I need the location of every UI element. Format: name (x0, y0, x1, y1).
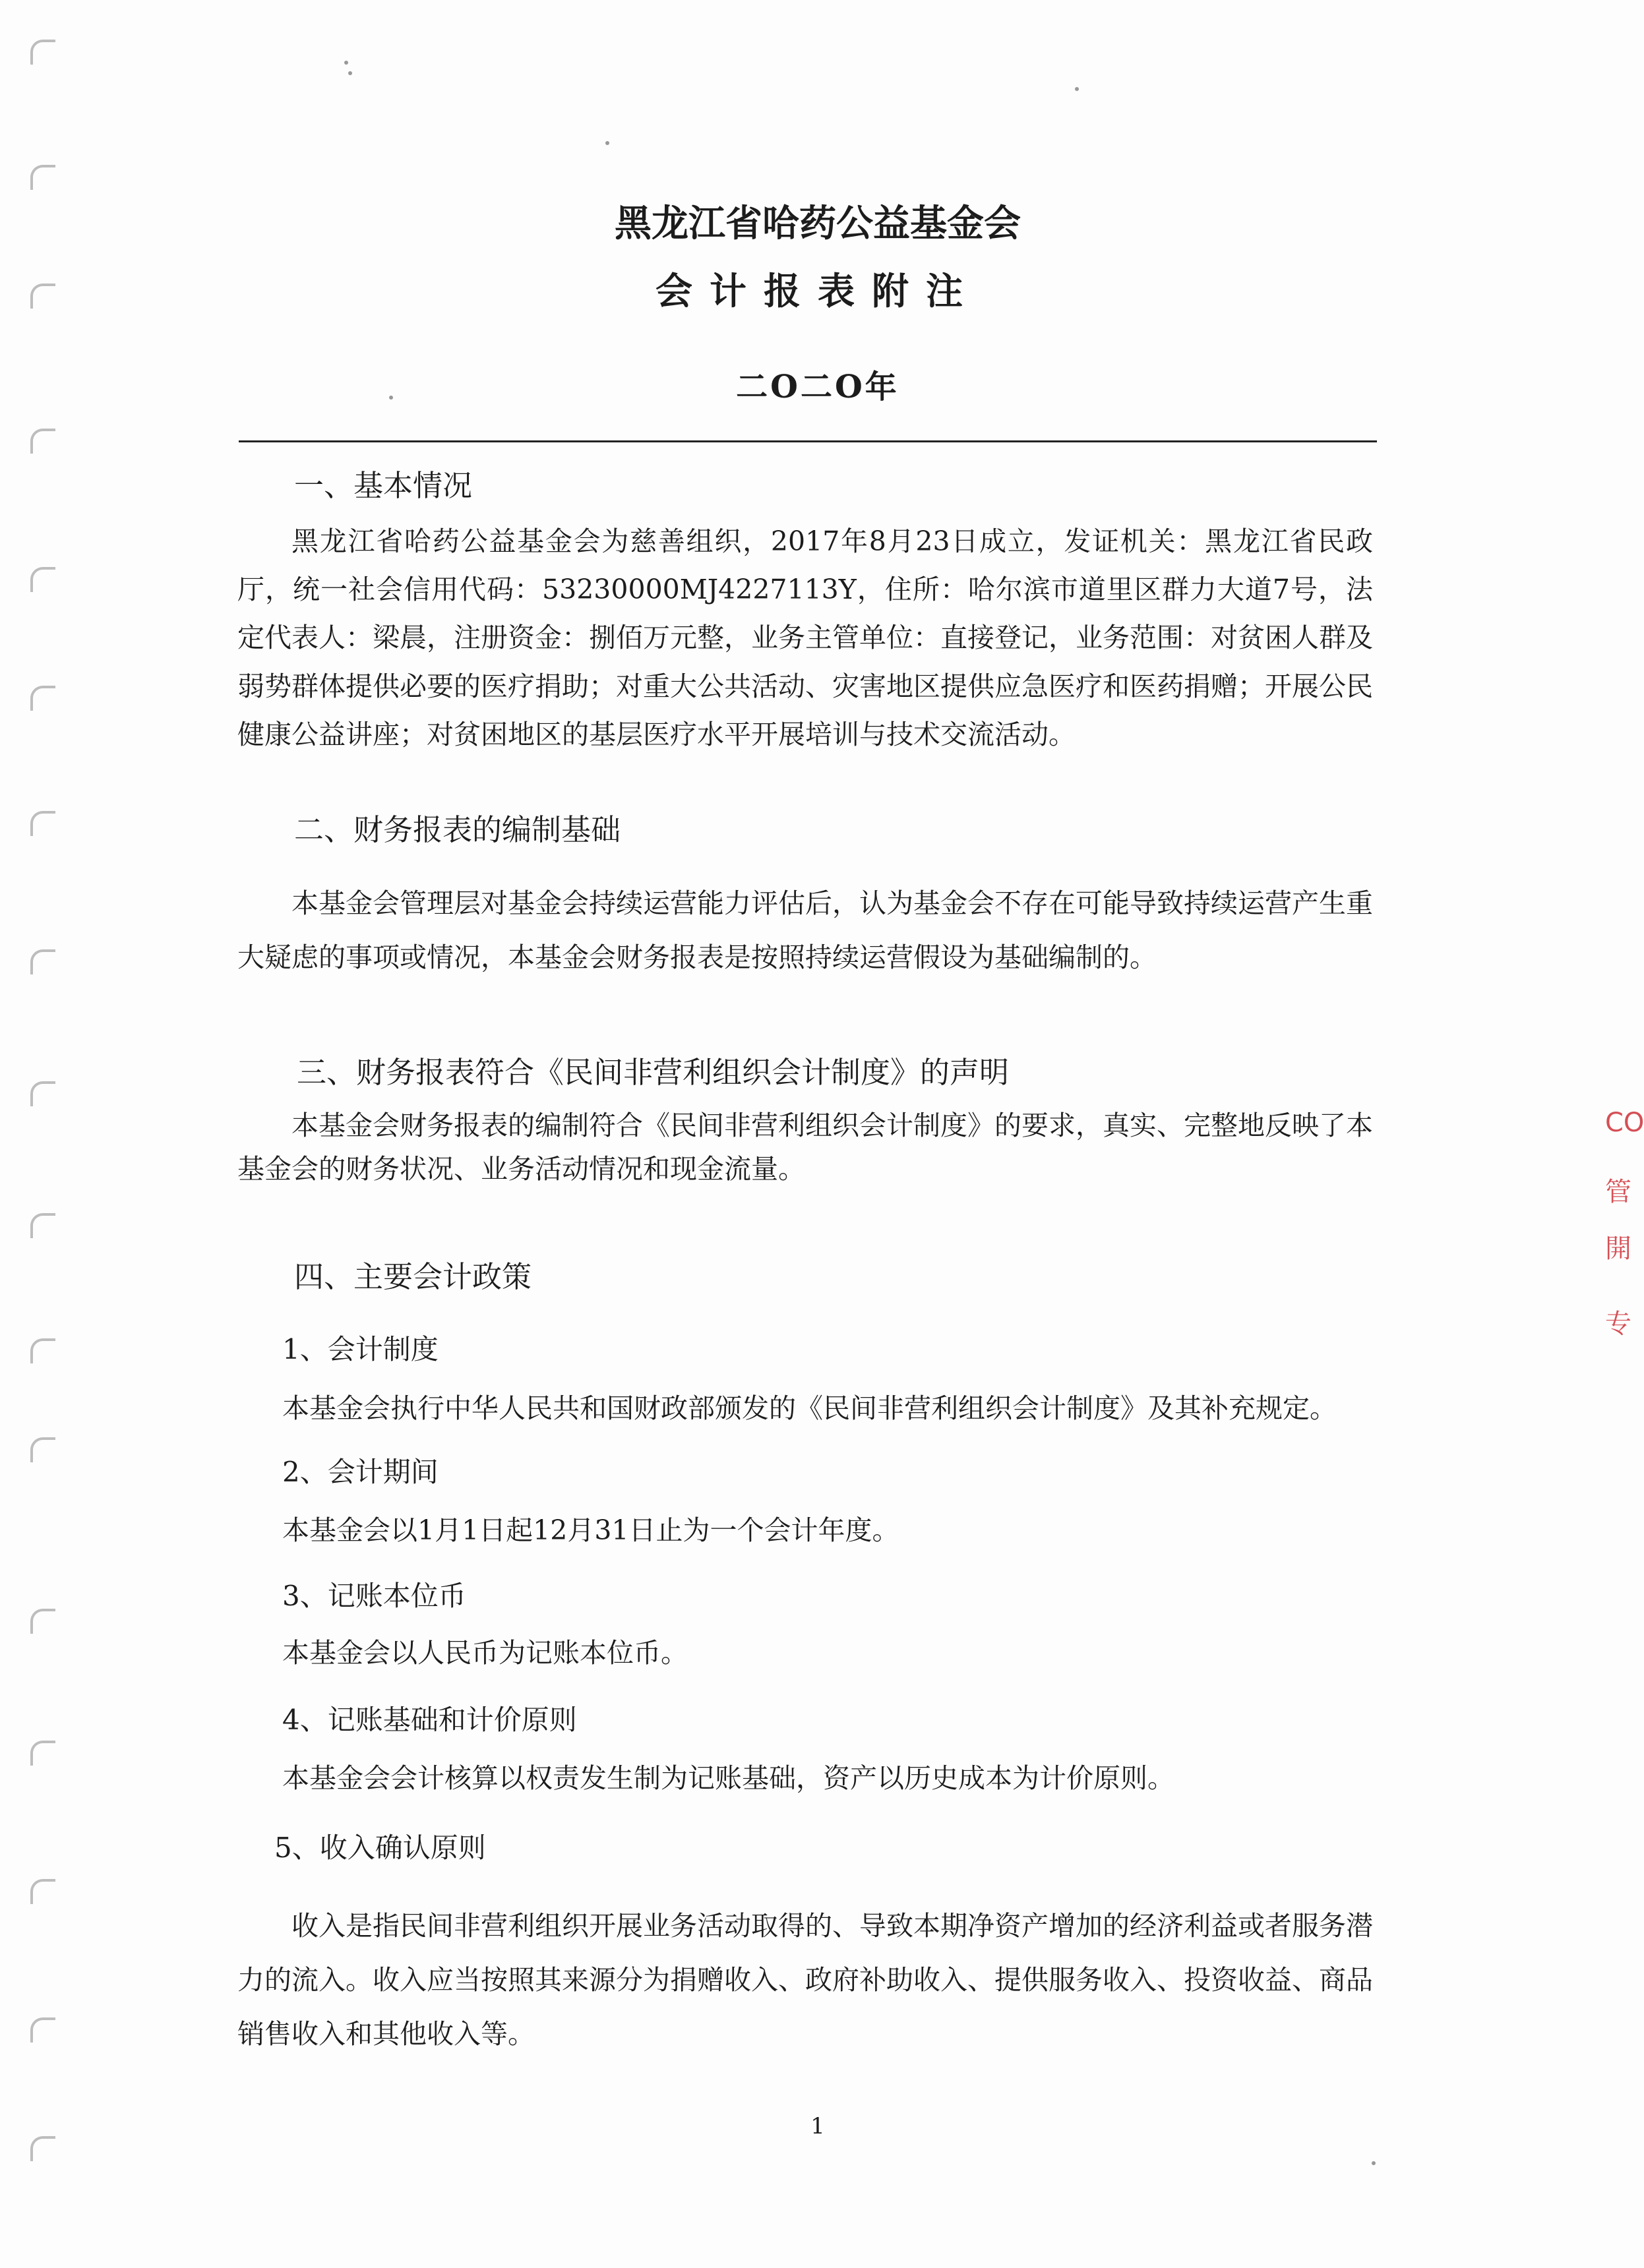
scan-speck (344, 61, 348, 65)
punch-hole (30, 429, 55, 454)
punch-hole (30, 2136, 55, 2161)
punch-hole (30, 949, 55, 974)
page-number: 1 (810, 2113, 825, 2139)
punch-hole (30, 165, 55, 190)
seal-fragment-text: 開 (1605, 1234, 1631, 1264)
policy-heading-revenue-recognition: 5、收入确认原则 (274, 1832, 486, 1864)
scan-speck (1372, 2161, 1376, 2165)
policy-heading-functional-currency: 3、记账本位币 (282, 1580, 466, 1612)
seal-fragment-text: 专 (1605, 1309, 1631, 1339)
red-seal-fragment (1601, 1108, 1644, 1358)
policy-text-measurement-basis: 本基金会会计核算以权责发生制为记账基础，资产以历史成本为计价原则。 (282, 1762, 1174, 1794)
policy-text-functional-currency: 本基金会以人民币为记账本位币。 (282, 1637, 688, 1669)
section-heading-compliance: 三、财务报表符合《民间非营利组织会计制度》的声明 (297, 1055, 1010, 1090)
punch-hole (30, 1741, 55, 1766)
policy-heading-accounting-period: 2、会计期间 (282, 1456, 439, 1488)
punch-hole (30, 567, 55, 592)
section-heading-preparation-basis: 二、财务报表的编制基础 (294, 812, 621, 847)
header-rule (239, 440, 1377, 442)
preparation-basis-paragraph: 本基金会管理层对基金会持续运营能力评估后，认为基金会不存在可能导致持续运营产生重大疑虑的事项或情况，本基金会财务报表是按照持续运营假设为基础编制的。 (237, 887, 1373, 973)
document-subtitle: 会计报表附注 (655, 270, 980, 313)
punch-hole (30, 1338, 55, 1363)
scan-speck (1075, 87, 1079, 91)
punch-hole (30, 1081, 55, 1106)
punch-hole (30, 1879, 55, 1904)
policy-text-accounting-system: 本基金会执行中华人民共和国财政部颁发的《民间非营利组织会计制度》及其补充规定。 (282, 1392, 1337, 1424)
punch-hole (30, 40, 55, 65)
basic-info-paragraph: 黑龙江省哈药公益基金会为慈善组织，2017年8月23日成立，发证机关：黑龙江省民政厅，统一社会信用代码：53230000MJ4227113Y，住所：哈尔滨市道里区群力大道7号，法定代表人：梁晨，注册资金：捌佰万元整，业务主管单位：直接登记，业务范围：对贫困人群及弱势群体提供必要的医疗捐助；对重大公共活动、灾害地区提供应急医疗和医药捐赠；开展公民健康公益讲座；对贫困地区的基层医疗水平开展培训与技术交流活动。 (237, 525, 1373, 750)
punch-hole (30, 1437, 55, 1462)
revenue-recognition-paragraph: 收入是指民间非营利组织开展业务活动取得的、导致本期净资产增加的经济利益或者服务潜力的流入。收入应当按照其来源分为捐赠收入、政府补助收入、提供服务收入、投资收益、商品销售收入和其他收入等。 (237, 1910, 1373, 2050)
document-title: 黑龙江省哈药公益基金会 (615, 202, 1021, 245)
policy-text-accounting-period: 本基金会以1月1日起12月31日止为一个会计年度。 (282, 1514, 899, 1546)
seal-fragment-text: CO (1605, 1108, 1644, 1138)
policy-heading-accounting-system: 1、会计制度 (282, 1333, 439, 1365)
punch-hole (30, 1609, 55, 1634)
compliance-paragraph: 本基金会财务报表的编制符合《民间非营利组织会计制度》的要求，真实、完整地反映了本基金会的财务状况、业务活动情况和现金流量。 (237, 1110, 1373, 1185)
scan-speck (348, 71, 352, 75)
seal-fragment-text: 管 (1605, 1177, 1631, 1207)
document-year: 二O二O年 (736, 369, 899, 405)
punch-hole (30, 811, 55, 836)
policy-heading-measurement-basis: 4、记账基础和计价原则 (282, 1704, 577, 1736)
section-heading-basic-info: 一、基本情况 (294, 468, 473, 503)
punch-hole (30, 2017, 55, 2043)
punch-hole (30, 1213, 55, 1238)
punch-hole (30, 686, 55, 711)
section-heading-accounting-policies: 四、主要会计政策 (294, 1259, 532, 1294)
scan-speck (605, 141, 609, 145)
